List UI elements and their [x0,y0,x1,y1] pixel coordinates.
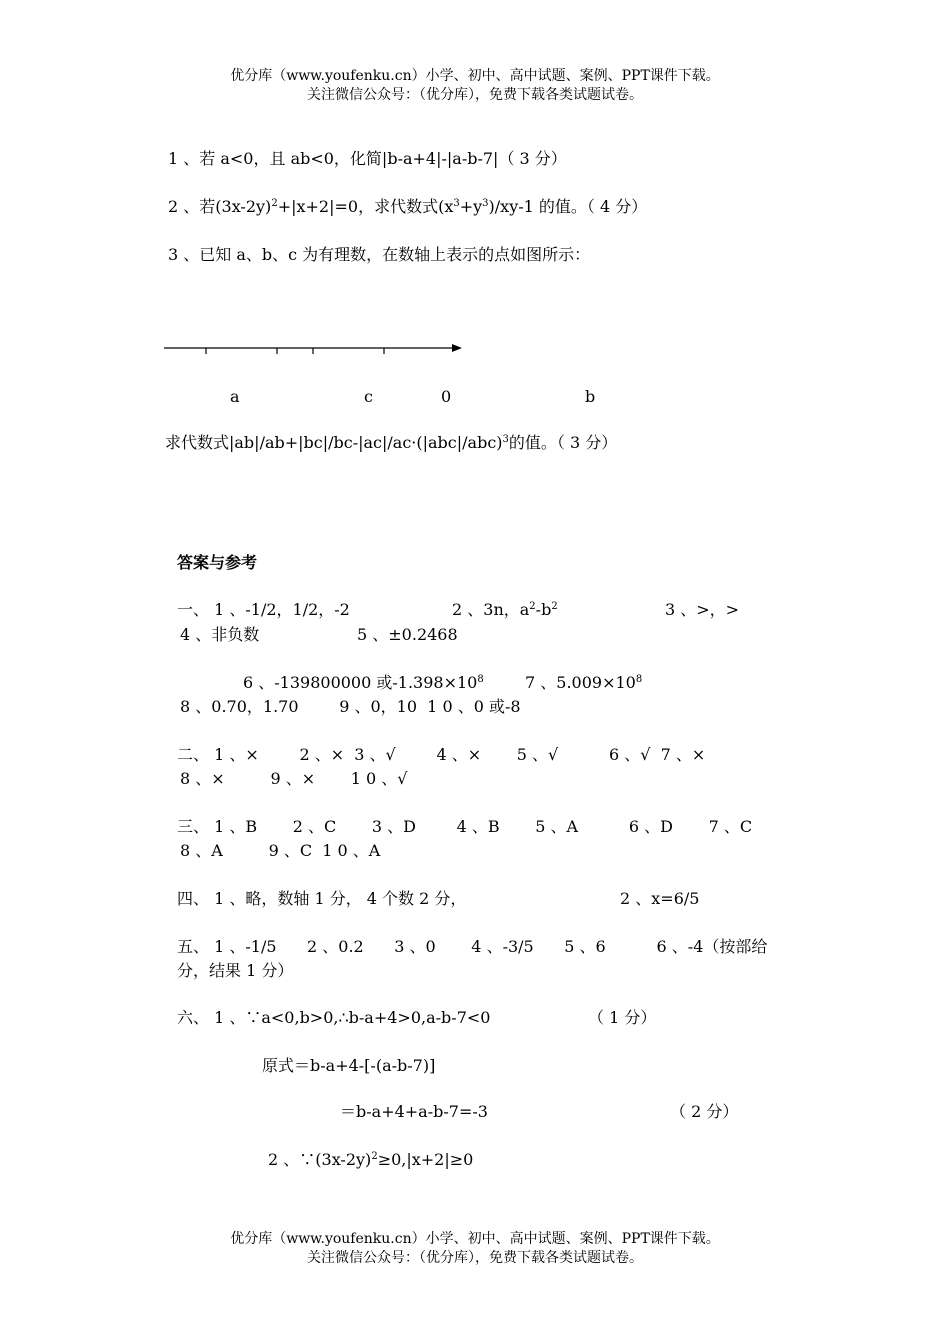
answer-section-2-line2: 8 、× 9 、× 1 0 、√ [180,769,408,788]
answer-section-1-line4: 8 、0.70，1.70 9 、0，10 1 0 、0 或-8 [180,697,521,716]
answer-section-5-line1: 五、 1 、-1/5 2 、0.2 3 、0 4 、-3/5 5 、6 6 、-4（按部给 [177,937,768,956]
answer-section-4-a: 四、 1 、略，数轴 1 分， 4 个数 2 分， [177,889,467,908]
question-3: 3 、已知 a、b、c 为有理数，在数轴上表示的点如图所示： [168,245,591,264]
answer-section-4-b: 2 、x=6/5 [620,889,700,908]
answer-section-6-line4: 2 、$\because(3x-2y)^2\ge 0,|x+2|\ge 0$ [268,1150,474,1169]
question-3-expression: 求代数式$|ab|/ab+|bc|/bc-|ac|/ac\cdot(|abc|/abc)^3$的值。（ 3 分） [165,433,618,452]
answer-section-6-line1-b: （ 1 分） [588,1008,657,1027]
answers-title: 答案与参考 [177,553,258,572]
number-line [160,338,470,362]
answer-section-3-line2: 8 、A 9 、C 1 0 、A [180,841,381,860]
axis-label-c: c [364,387,373,406]
axis-label-b: b [585,387,596,406]
page-footer-line2: 关注微信公众号：（优分库），免费下载各类试题试卷。 [307,1250,643,1266]
page-header-line2: 关注微信公众号：（优分库），免费下载各类试题试卷。 [307,87,643,103]
number-line-arrow [452,344,462,352]
page-header-line1: 优分库（www.youfenku.cn）小学、初中、高中试题、案例、PPT课件下载。 [230,68,720,84]
page-footer-line1: 优分库（www.youfenku.cn）小学、初中、高中试题、案例、PPT课件下载。 [230,1231,720,1247]
answer-section-6-line2: 原式＝b-a+4-[-(a-b-7)] [262,1056,436,1075]
answer-section-2-line1: 二、 1 、× 2 、× 3 、√ 4 、× 5 、√ 6 、√ 7 、× [177,745,706,764]
answer-section-1-line1-b: 2 、3n，$a^2-b^2$ [452,600,558,619]
answer-section-1-line1-c: 3 、>，> [665,600,740,619]
answer-section-1-line3-b: 7 、$5.009\times 10^8$ [525,673,643,692]
answer-section-6-line3-a: ＝b-a+4+a-b-7=-3 [340,1102,488,1121]
answer-section-5-line2: 分，结果 1 分） [177,961,294,980]
answer-section-6-line1-a: 六、 1 、∵a<0,b>0,∴b-a+4>0,a-b-7<0 [177,1008,491,1027]
axis-label-a: a [230,387,240,406]
question-2: 2 、若$(3x-2y)^2+|x+2|=0$，求代数式$(x^3+y^3)/xy-1$ 的值。（ 4 分） [168,197,648,216]
axis-label-zero: 0 [441,387,452,406]
question-1: 1 、若 a<0，且 ab<0，化简|b-a+4|-|a-b-7|（ 3 分） [168,149,567,168]
answer-section-1-line3-a: 6 、-139800000 或$-1.398\times 10^8$ [243,673,484,692]
answer-section-1-line2-b: 5 、±0.2468 [357,625,458,644]
answer-section-6-line3-b: （ 2 分） [670,1102,739,1121]
answer-section-1-line2-a: 4 、非负数 [180,625,260,644]
answer-section-1-line1-a: 一、 1 、-1/2，1/2，-2 [177,600,350,619]
answer-section-3-line1: 三、 1 、B 2 、C 3 、D 4 、B 5 、A 6 、D 7 、C [177,817,753,836]
